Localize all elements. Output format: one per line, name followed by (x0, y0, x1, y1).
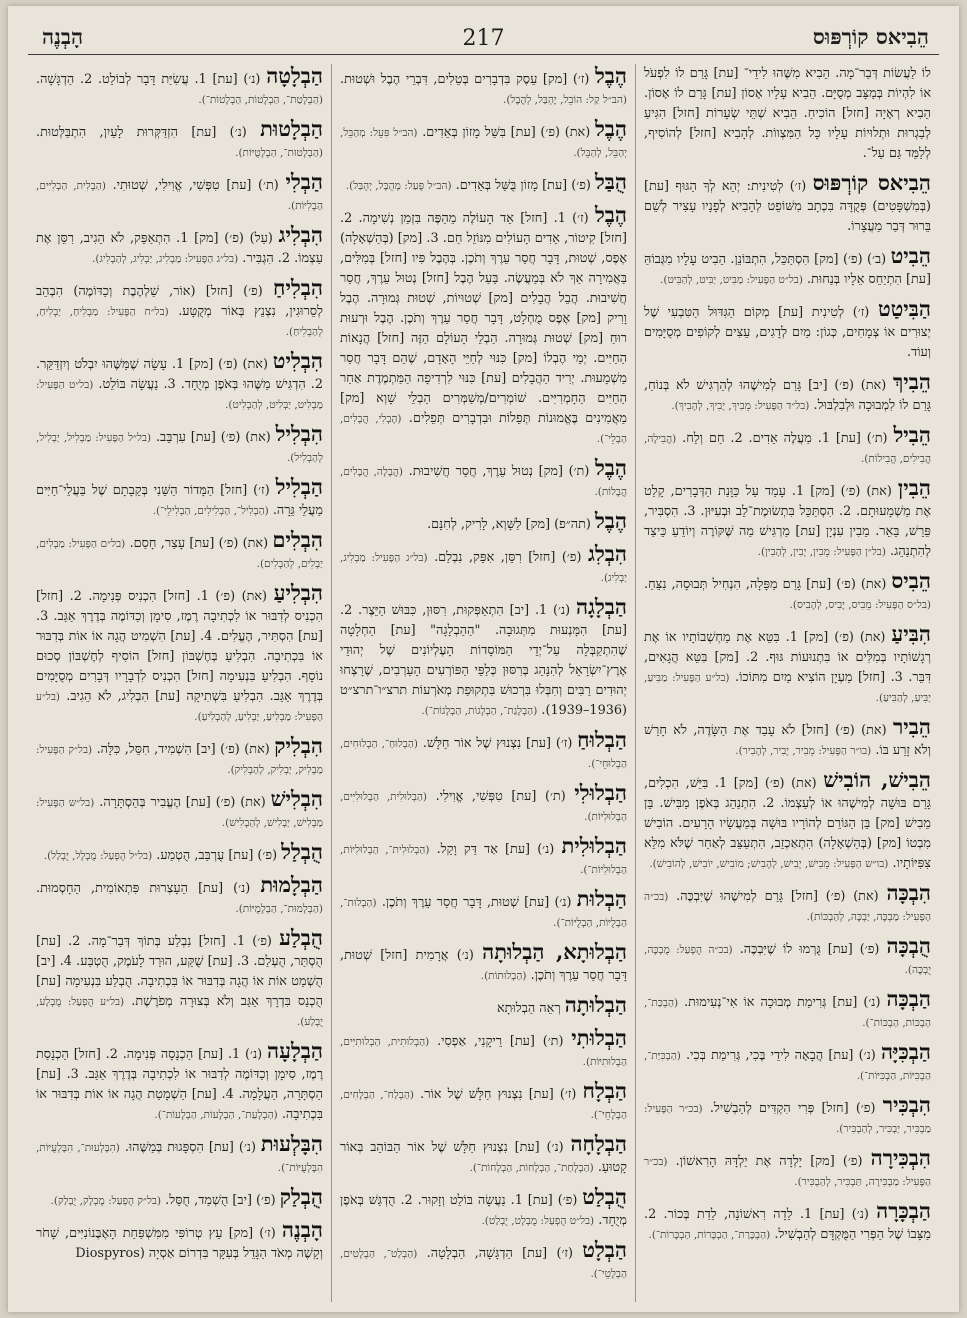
dictionary-entry (340, 203, 627, 449)
entry-definition: (פ׳) [עת] עֻרְבַּב, הֻטְמַע. (156, 848, 278, 863)
entry-inflections: (בו״ר הַפָּעִיל: מֵבִיר, יָבִיר, לְהָבִיר). (735, 745, 872, 757)
entry-inflections: (הֲבִילָה, הֲבִילִים, הֲבִילוֹת). (644, 433, 931, 465)
entry-headword: הַבְלָגָה (575, 594, 627, 619)
entry-inflections: (בל״ש הַפָּעִיל: מַבְלִישׁ, יַבְלִישׁ, לְהַבְלִישׁ). (36, 797, 323, 829)
dictionary-entry (644, 1146, 931, 1192)
entry-headword: הֻבְלַק (279, 1184, 323, 1209)
entry-headword: הֵבִין (897, 475, 931, 500)
dictionary-entry (340, 993, 627, 1019)
entry-inflections: (בל״ד הַפָּעִיל: מֵבִיךְ, יָבִיךְ, לְהָבִיךְ). (671, 400, 810, 412)
entry-definition: (פ׳) [חזל] רִסֵּן, אִפֵּק, נִבְלַם. (434, 550, 582, 565)
entry-inflections: (בל״ן הַפָּעִיל: מֵבִין, יָבִין, לְהָבִין). (757, 546, 886, 558)
dictionary-entry (36, 926, 323, 1032)
dictionary-entry (36, 1185, 323, 1211)
dictionary-entry (644, 987, 931, 1033)
entry-definition: (עַל) (פ׳) [מק] 1. הִתְאַפֵּק, לֹא הֵגִיב, רִסֵּן אֶת עַצְמוֹ. 2. הִגְבִּיר. (36, 231, 323, 266)
entry-definition: (פ׳) [עת] 1. נַעֲשָׂה בּוֹלֵט וְזָקוּר. 2. הֻדְגַּשׁ בְּאֹפֶן מְיֻחָד. (340, 1193, 627, 1228)
dictionary-entry (644, 1199, 931, 1245)
entry-headword: הַבְלוּת (576, 886, 627, 911)
entry-headword: הֵבִיךְ (892, 369, 931, 394)
dictionary-entry (340, 170, 627, 196)
entry-inflections: (בל״ע הֻפְעַל: מֻבְלָע, יֻבְלַע). (36, 996, 323, 1028)
page-header (28, 20, 939, 55)
entry-definition: (את) (פ׳) [מק] 1. בִּטֵּא אֶת מַחְשְׁבוֹתָיו אוֹ אֶת רְגָשׁוֹתָיו בְּמִלִּים אוֹ בִּתְנוּעוֹת גּוּף. 2. [מק] בִּטֵּא הֲגָאִים, דִּבֵּר. 3. [חזל] מַעְיָן הוֹצִיא מַיִם מִתּוֹכוֹ. (644, 630, 931, 685)
dictionary-entry (644, 476, 931, 562)
entry-inflections: (בל״ט הַפָּעִיל: מַבִּיט, יַבִּיט, לְהַבִּיט). (660, 274, 803, 286)
entry-inflections: (בל״ס הַפָּעִיל: מֵבִיס, יָבִיס, לְהָבִיס). (789, 599, 931, 611)
entry-definition: (את) (פ׳) 1. [חזל] הִכְנִיס פְּנִימָה. 2. [חזל] הִכְנִיס לְדִבּוּר אוֹ לִכְתִיבָה רֶמֶז, סִימָן וְכַדּוֹמֶה בְּדֶרֶךְ אַגַּב. 3. [עת] הִסְתִּיר, הֶעֱלִים. 4. [עת] הִשְׁמִיט הֲגָה אוֹ אוֹת בְּדִבּוּר אוֹ בִּכְתִיבָה. הִבְלִיעַ בְּחֶשְׁבּוֹן [חזל] הוֹסִיף לְחֶשְׁבּוֹן סְכוּם נוֹסָף. הִבְלִיעַ בִּנְעִימָה [חזל] הִכְנִיס לִדְבָרָיו דְּבָרִים מְסֻיָּמִים בְּדֶרֶךְ אַגַּב. הִבְלִיעַ בִּשְׁתִיקָה [עת] הִבְלִיג, לֹא הֵגִיב. (36, 589, 324, 704)
dictionary-entry (340, 940, 627, 986)
entry-headword: הִבְכָּה (886, 880, 932, 905)
column-middle (331, 64, 635, 1302)
entry-inflections: (הַבְכָּרַת־, הַבְכָּרוֹת, הַבְכָּרוֹת־). (648, 1229, 771, 1241)
entry-definition: (את) (פ׳) [יב] גָּרַם לְמִישֶׁהוּ לְהַרְגִּישׁ לֹא בְּנוֹחַ, גָּרַם לוֹ לִמְבוּכָה וּלְבִלְבּוּל. (644, 378, 931, 413)
dictionary-entry (340, 509, 627, 535)
entry-definition: (את) (פ׳) [עת] גָּרַם מַפָּלָה, הִנְחִיל תְּבוּסָה, נִצֵּחַ. (644, 577, 887, 592)
entry-inflections: (הַבְלוּלִית, הַבְלוּלִיִּים, הַבְלוּלִיּוֹת). (340, 791, 627, 823)
entry-definition: (ת׳) [עת] רֵיקָנִי, אַפְסִי. (437, 1034, 564, 1049)
dictionary-entry (644, 715, 931, 761)
dictionary-entry (340, 728, 627, 774)
entry-inflections: (בל״ל הֻפְעַל: מֻבְלָל, יֻבְלַל). (43, 850, 153, 862)
entry-headword: הַבְלָטָה (266, 64, 323, 88)
entry-definition: (את) (פ׳) [עת] בִּשֵּׁל מָזוֹן בְּאֵדִים. (422, 125, 591, 140)
dictionary-entry (340, 1026, 627, 1072)
entry-definition: (את) (פ׳) [חזל] לֹא עָבַד אֶת הַשָּׂדֶה, לֹא חָרַשׁ וְלֹא זָרַע בּוֹ. (644, 723, 931, 758)
dictionary-entry (36, 349, 323, 415)
entry-definition: (את) (פ׳) [מק] 1. בִּיֵּשׁ, הִכְלִים, גָּרַם בּוּשָׁה לְמִישֶׁהוּ אוֹ לְעַצְמוֹ. 2. הִתְנַהֵג בְּאֹפֶן מַבִּישׁ. בֵּן מֵבִישׁ [מק] בֵּן הַגּוֹרֵם לְהוֹרָיו בּוּשָׁה בְּמַעֲשָׂיו הָרָעִים. הוֹבִישׁ מִבְטוֹ [מק] (בְּהַשְׁאָלָה) הִתְאַכְזֵב, הִתְעַצֵּב לְאַחַר שֶׁלֹּא מִלֵּא צִפִּיּוֹתָיו. (644, 776, 931, 871)
entry-definition: לוֹ לַעֲשׂוֹת דְּבַר־מָה. הֵבִיא מִשֶּׁהוּ לִידֵי־ [עת] גָּרַם לוֹ לִפְעֹל אוֹ לִהְיוֹת בְּמַצָּב מְסֻיָּם. הֵבִיא עָלָיו אָסוֹן [עת] גָּרַם לוֹ אָסוֹן. הֵבִיא רְאָיָה [חזל] הוֹכִיחַ. הֵבִיא שְׁתֵּי שְׂעָרוֹת [חזל] הִגִּיעַ לְבַגְרוּת וּתְלוּיוֹת עָלָיו כָּל הַמִּצְווֹת. לְהָבִיא [חזל] לְהוֹסִיף, לְלַמֵּד גַּם עַל־. (644, 66, 931, 161)
entry-definition: (ז׳) [עת] נִצְנוּץ שֶׁל אוֹר חַלָּשׁ. (422, 736, 573, 751)
entry-headword: הַבְכָּה (886, 986, 931, 1011)
dictionary-entry (340, 1238, 627, 1284)
entry-inflections: (בל״ע הַפָּעִיל: מַבְלִיעַ, יַבְלִיעַ, לְהַבְלִיעַ). (36, 691, 323, 723)
entry-definition: (ת׳) [עת] טִפְּשִׁי, אֱוִילִי. (435, 789, 566, 804)
dictionary-entry (644, 768, 931, 874)
dictionary-entry (644, 171, 931, 237)
entry-definition: (פ׳) [עת] גֻּרְמוּ לוֹ שֶׁיִּבְכֶּה. (739, 942, 880, 957)
entry-definition: (נ׳) 1. [עת] הַכְנָסָה פְּנִימָה. 2. [חזל] הַכְנָסַת רֶמֶז, סִימָן וְכַדּוֹמֶה לְדִבּוּר אוֹ לִכְתִיבָה בְּדֶרֶךְ אַגַּב. 3. [עת] הַסְתָּרָה, הַעֲלָמָה. 4. [עת] הַשְׁמָטַת הֲגָה אוֹ אוֹת בְּדִבּוּר אוֹ בִּכְתִיבָה. (36, 1047, 324, 1122)
entry-headword: הֻבְלַט (582, 1184, 628, 1209)
dictionary-entry (644, 64, 931, 164)
entry-definition: (פ׳) [יב] הֻשְׁמַד, חֻסַּל. (165, 1193, 276, 1208)
entry-inflections: (הַבְלִיל־, הַבְלִילִים, הַבְלִילֵי־). (152, 505, 269, 517)
column-right (635, 64, 939, 1302)
dictionary-entry (340, 595, 627, 721)
entry-inflections: (הֶבְלִי, הֲבָלִים, הַבְלֵי־). (340, 413, 627, 445)
dictionary-entry (36, 873, 323, 919)
entry-headword: הֻבְלַל (281, 839, 323, 864)
entry-headword: הַבְלָח (582, 1078, 627, 1103)
entry-definition: (ז׳) [חזל] הַמָּדוֹר הַשֵּׁנִי בְּקֵבָתָם שֶׁל בַּעֲלֵי־חַיִּים מַעֲלֵי גֵּרָה. (36, 483, 323, 518)
entry-definition: (ב׳) (פ׳) [מק] הִסְתַּכֵּל, הִתְבּוֹנֵן. הֵבִיט עָלָיו מִגְּבוֹהַּ [עת] הִתְיַחֵס אֵלָיו בְּנַחוּת. (644, 252, 931, 287)
entry-inflections: (בל״ק הֻפְעַל: מֻבְלָק, יֻבְלַק). (50, 1195, 162, 1207)
page-number: 217 (462, 26, 505, 51)
dictionary-entry (340, 542, 627, 588)
entry-headword: הַבְלָטוּת (260, 116, 323, 141)
dictionary-entry (644, 423, 931, 469)
entry-headword: הֵבִיר (892, 714, 931, 739)
entry-inflections: (בכ״ר הַפָּעִיל: מַבְכִּיר, יַבְכִּיר, לְהַבְכִּיר). (644, 1103, 931, 1135)
entry-definition: (נ׳) [עת] הִסְפָּגוּת בְּמַשֶּׁהוּ. (124, 1140, 256, 1155)
dictionary-entry (36, 117, 323, 163)
entry-inflections: (הִבָּלְעוּת־, הִבָּלְעֻיּוֹת, הִבָּלְעֻיּוֹת־). (36, 1142, 323, 1174)
entry-definition: (פ׳) [מק] יָלְדָה אֶת יַלְדָּהּ הָרִאשׁוֹן. (675, 1154, 863, 1169)
entry-headword: הִבְלִיחַ (273, 275, 323, 300)
dictionary-entry (36, 1132, 323, 1178)
entry-definition: (נ׳) [עת] הִזְדַּקְּרוּת לָעַיִן, הִתְבַּלְּטוּת. (36, 125, 247, 140)
entry-headword: הַבְלָט (582, 1237, 627, 1262)
entry-inflections: (בל״ט הַפָּעִיל: מַבְלִיט, יַבְלִיט, לְהַבְלִיט). (36, 379, 323, 411)
entry-headword: הִבָּלְעוּת (260, 1131, 323, 1156)
dictionary-entry (36, 170, 323, 216)
entry-definition: (נ׳) [עת] אַד דַּק וָקַל. (436, 842, 555, 857)
entry-inflections: (הַבְלָחַת־, הַבְלָחוֹת, הַבְלָחוֹת־). (469, 1162, 594, 1174)
entry-headword: הַבְלָחָה (570, 1131, 627, 1156)
entry-inflections: (הַבְלַח־, הַבְלָחִים, הַבְלָחֵי־). (340, 1089, 627, 1121)
entry-definition: (נ׳) [עת] שְׁטוּת, דָּבָר חֲסַר עֵרֶךְ וְתֹכֶן. (381, 895, 572, 910)
column-left (28, 64, 331, 1302)
dictionary-entry (340, 1079, 627, 1125)
dictionary-entry (644, 622, 931, 708)
entry-definition: (נ׳) [עת] נִצְנוּץ חַלָּשׁ שֶׁל אוֹר הַבּוֹהֵב בְּאוֹר קָטוּעַ. (340, 1140, 627, 1175)
dictionary-entry (644, 934, 931, 980)
entry-definition: (את) (פ׳) [חזל] גָּרַם לְמִישֶׁהוּ שֶׁיִּבְכֶּה. (676, 889, 879, 904)
entry-inflections: (בל״ט הֻפְעַל: מֻבְלָט, יֻבְלַט). (481, 1215, 595, 1227)
entry-inflections: (הב״ל קַל: הוֹבֵל, יֶהְבַּל, לְהֶבֶל). (502, 94, 627, 106)
entry-inflections: (הַבְלָמוּת־, הַבְלָמֻיּוֹת). (235, 903, 323, 915)
entry-headword: הַבְלוּלִי (574, 780, 627, 805)
entry-headword: הַבִּיטַט (877, 296, 932, 321)
dictionary-entry (36, 422, 323, 468)
entry-definition: (נ׳) [עת] הֲבָאָה לִידֵי בֶּכִי, גְּרִימַת בְּכִי. (686, 1048, 876, 1063)
entry-headword: הַבְלִיל (275, 474, 323, 499)
entry-definition: (נ׳) [עת] 1. עֲשִׂיַּת דָּבָר לְבוֹלֵט. 2. הַדְגָּשָׁה. (36, 72, 261, 87)
entry-inflections: (הַבְלוּתִית, הַבְלוּתִיִּים, הַבְלוּתִיּוֹת). (340, 1036, 627, 1068)
entry-inflections: (הַבְלַט־, הַבְלָטִים, הַבְלָטֵי־). (340, 1248, 627, 1280)
entry-inflections: (בל״ם הַפָּעִיל: מַבְלִים, יַבְלִים, לְהַבְלִים). (36, 538, 323, 570)
entry-headword: הַבְלָמוּת (260, 872, 323, 897)
dictionary-entry (644, 244, 931, 290)
dictionary-entry (644, 1093, 931, 1139)
entry-definition: (את) (פ׳) [עת] הֶעֱבִיר בְּהַסְתָּרָה. (99, 795, 266, 810)
entry-headword: הִבְלִיג (278, 222, 324, 247)
entry-definition: (את) (פ׳) [מק] 1. עָמַד עַל כַּוָּנַת הַדְּבָרִים, קָלַט אֶת מַשְׁמָעוּתָם. 2. הִסְתַּכֵּל בִּתְשׂוּמֶת־לֵב וּבְעִיּוּן. 3. הִסְבִּיר, פֵּרֵשׁ, בֵּאֵר. מֵבִין עִנְיָן [עת] מַרְגִּישׁ מַה שֶּׁקּוֹרֶה וְיוֹדֵעַ כֵּיצַד לְהִתְנַהֵג. (644, 484, 931, 559)
entry-headword: הִבְלִיעַ (273, 580, 323, 605)
dictionary-entry (644, 569, 931, 615)
left-guide-word: הָבְנֶה (42, 24, 84, 49)
entry-definition: (ז׳) [עת] הַדְגָּשָׁה, הַבְלָטָה. (426, 1246, 573, 1261)
entry-headword: הִבִּיעַ (891, 621, 931, 646)
dictionary-entry (36, 276, 323, 342)
entry-definition: (פ׳) 1. [חזל] נִבְלַע בְּתוֹךְ דְּבַר־מָה. 2. [עת] הֻסְתַּר, הֻעְלַם. 3. [עת] שֻׁקַּע, הוּרַד לָעֹמֶק, הֻטְבַּע. 4. [יב] הֻשְׁמַט אוֹת אוֹ הֲגָה בְּדִבּוּר אוֹ בִּכְתִיבָה. הֻבְלַע בִּנְעִימָה [עת] הֻכְנַס בִּדְרָךְ אַגַּב וְלֹא בְּצוּרָה מְפֹרֶשֶׁת. (36, 934, 323, 1009)
entry-inflections: (הַבְלוּלִית־, הַבְלוּלִיּוֹת, הַבְלוּלִיּוֹת־). (340, 844, 627, 876)
entry-headword: הֻבַּל (594, 169, 627, 194)
entry-headword: הִבְלִיק (274, 733, 324, 758)
entry-definition: רְאֵה הַבְלוּתָא (496, 1001, 561, 1016)
dictionary-entry (340, 781, 627, 827)
entry-inflections: (בל״ח הַפָּעִיל: מַבְלִיחַ, יַבְלִיחַ, לְהַבְלִיחַ). (36, 306, 323, 338)
entry-inflections: (בכ״ה הֻפְעַל: מֻבְכֶּה, יֻבְכֶּה). (644, 944, 931, 976)
dictionary-page (8, 6, 959, 1312)
entry-definition: (את) (פ׳) [מק] 1. עָשָׂה שֶׁמַּשֶּׁהוּ יִבְלֹט וְיִזְדַּקֵּר. 2. הִדְגִּישׁ מַשֶּׁהוּ בְּאֹפֶן מְיֻחָד. 3. נַעֲשָׂה בּוֹלֵט. (36, 357, 323, 392)
entry-headword: הַבְלוּתִי (571, 1025, 627, 1050)
entry-inflections: (הַבְלָגַת־, הַבְלָגוֹת, הַבְלָגוֹת־). (421, 705, 538, 717)
entry-definition: (נ׳) [עת] גְּרִימַת מְבוּכָה אוֹ אִי־נְעִימוּת. (684, 995, 881, 1010)
entry-headword: הֶבֶל (594, 116, 627, 141)
dictionary-columns (28, 64, 939, 1302)
entry-definition: (את) (פ׳) [עת] עָצַר, חָסַם. (129, 536, 269, 551)
entry-definition: (פ׳) [חזל] פְּרִי הִקְדִּים לְהַבְשִׁיל. (709, 1101, 876, 1116)
entry-definition: (פ׳) [עת] מָזוֹן בֻּשַּׁל בְּאֵדִים. (455, 178, 591, 193)
entry-inflections: (הַבְלָטוּת־, הַבְלָטֻיּוֹת). (235, 147, 323, 159)
entry-headword: הֵבִיל (893, 422, 931, 447)
entry-headword: הַבְלוּתָה (564, 992, 627, 1017)
entry-inflections: (הַבְלָעַת־, הַבְלָעוֹת, הַבְלָעוֹת־). (154, 1109, 278, 1121)
entry-inflections: (הב״ל פִּעֵל: מְהַבֵּל, יְהַבֵּל, לְהַבֵּל). (340, 127, 627, 159)
entry-definition: (נ׳) 1. [יב] הִתְאַפְּקוּת, רִסּוּן, כִּבּוּשׁ הַיֵּצֶר. 2. [עת] הִמָּנְעוּת מִתְּגוּבָה. "הַהַבְלָגָה" [עת] הַחְלָטָה שֶׁהִתְקַבְּלָה עַל־יְדֵי הַמּוֹסָדוֹת הָעֶלְיוֹנִים שֶׁל יְהוּדֵי אֶרֶץ־יִשְׂרָאֵל לְהִנָּהֵג בְּרִסּוּן כְּלַפֵּי הַפּוֹרְעִים הָעַרְבִים, שֶׁרָצְחוּ יְהוּדִים רַבִּים וְחִבְּלוּ בִּרְכוּשׁ בִּתְקוּפַת מְאֹרְעוֹת תרצ״ו־תרצ״ט (1936–1939). (340, 603, 627, 718)
entry-inflections: (בל״ג הַפָּעִיל: מַבְלִיג, יַבְלִיג). (340, 552, 627, 584)
entry-inflections: (בל״ג הַפָּעִיל: מַבְלִיג, יַבְלִיג, לְהַבְלִיג). (92, 253, 239, 265)
entry-inflections: (הֲבָלָה, הֲבָלִים, הֲבָלוֹת). (340, 466, 627, 498)
entry-headword: הָבְנֶה (281, 1217, 323, 1242)
dictionary-entry (340, 64, 627, 110)
dictionary-entry (340, 456, 627, 502)
entry-headword: הֶבֶל (594, 64, 627, 88)
dictionary-entry (340, 834, 627, 880)
dictionary-entry (36, 528, 323, 574)
entry-definition: (את) (פ׳) [עת] עִרְבֵּב. (155, 430, 271, 445)
entry-headword: הַבְלוּתָא, הַבְלוּתָה (482, 939, 627, 964)
entry-inflections: (הַבְכִּיַּת־, הַבְכִּיּוֹת, הַבְכִּיּוֹת־). (644, 1050, 931, 1082)
entry-inflections: (בכ״ר הַפָּעִיל: מַבְכִּירָה, תַּבְכִּיר, לְהַבְכִּיר). (644, 1156, 931, 1188)
entry-definition: (ת׳) [מק] נְטוּל עֵרֶךְ, חֲסַר חֲשִׁיבוּת. (408, 464, 590, 479)
entry-definition: (תה״פ) [מק] לַשָּׁוְא, לָרִיק, לְחִנָּם. (427, 517, 591, 532)
entry-headword: הֵבִיט (890, 243, 931, 268)
dictionary-entry (36, 475, 323, 521)
entry-definition: (ת׳) [עת] טִפְּשִׁי, אֱוִילִי, שְׁטוּתִי. (112, 178, 279, 193)
dictionary-entry (36, 64, 323, 110)
entry-inflections: (בל״ע הַפָּעִיל: מַבִּיעַ, יַבִּיעַ, לְהַבִּיעַ). (644, 672, 931, 704)
entry-headword: הַבְלִי (285, 169, 323, 194)
entry-definition: (פ׳) [חזל] (אוֹר, שַׁלְהֶבֶת וְכַדּוֹמֶה) הִבְהֵב לְסֵרוּגִין, נִצְנֵץ בְּאוֹר מְקֻטָּע. (36, 284, 323, 319)
dictionary-entry (340, 1185, 627, 1231)
entry-inflections: (הַבְלוּחַ־, הַבְלוּחִים, הַבְלוּחֵי־). (340, 738, 627, 770)
dictionary-entry (36, 223, 323, 269)
dictionary-entry (36, 581, 323, 727)
entry-headword: הֶבֶל (594, 202, 627, 227)
entry-definition: (נ׳) אֲרָמִית [חזל] שְׁטוּת, דָּבָר חֲסַר עֵרֶךְ וְתֹכֶן. (340, 948, 627, 983)
entry-definition: (ז׳) [מק] עֵסֶק בִּדְבָרִים בְּטֵלִים, דִּבְרֵי הֶבֶל וּשְׁטוּת. (340, 72, 590, 87)
entry-headword: הֶבֶל (594, 455, 628, 480)
entry-headword: הִבְלִים (272, 527, 324, 552)
entry-headword: הִבְכִּיר (882, 1092, 931, 1117)
entry-inflections: (הַבְלָטַת־, הַבְלָטוֹת, הַבְלָטוֹת־). (198, 94, 323, 106)
right-guide-word: הֵבִיאס קוֹרְפּוּס (812, 24, 929, 49)
entry-definition: (ז׳) [מק] עֵץ טְרוֹפִּי מִמִּשְׁפַּחַת הָאֶבֶּנוֹנִיִּים, שָׁחֹר וְקָשֶׁה מְאֹד הַגָּדֵל בְּעִקָּר בִּדְרוֹם אַסְיָה (Diospyros (36, 1226, 323, 1261)
entry-definition: (ת׳) [עת] 1. מַעֲלֶה אֵדִים. 2. חַם וְלַח. (682, 431, 888, 446)
entry-headword: הִבְלִיט (272, 348, 323, 373)
dictionary-entry (644, 297, 931, 363)
dictionary-entry (340, 117, 627, 163)
entry-inflections: (בכ״ה הַפָּעִיל: מַבְכֶּה, יַבְכֶּה, לְהַבְכּוֹת). (644, 891, 931, 923)
entry-definition: (ז׳) לְטִינִית: יְהֵא לְךָ הַגּוּף [עת] (בְּמִשְׁפָּטִים) פְּקֻדָּה בִּכְתָב מִשּׁוֹפֵט לְהָבִיא לְפָנָיו עָצִיר לְשֵׁם בֵּרוּר דְּבַר מַעֲצָרוֹ. (644, 179, 931, 234)
dictionary-entry (340, 887, 627, 933)
entry-inflections: (בל״ק הַפָּעִיל: מַבְלִיק, יַבְלִיק, לְהַבְלִיק). (36, 744, 323, 776)
dictionary-entry (36, 787, 323, 833)
dictionary-entry (644, 1040, 931, 1086)
entry-definition: (ז׳) [עת] נִצְנוּץ חַלָּשׁ שֶׁל אוֹר. (420, 1087, 577, 1102)
entry-headword: הֻבְלַע (279, 925, 323, 950)
dictionary-entry (36, 840, 323, 866)
entry-definition: (ז׳) לְטִינִית [עת] מְקוֹם הַגִּדּוּל הַטִּבְעִי שֶׁל יְצוּרִים אוֹ צְמָחִים, כְּגוֹן: מַיִם לְדָגִים, עֵצִים לְקוֹפִים מְסֻיָּמִים וְעוֹד. (644, 305, 931, 360)
entry-headword: הֵבִישׁ, הוֹבִישׁ (823, 767, 931, 792)
entry-definition: (ז׳) 1. [חזל] אֵד הָעוֹלֶה מֵהַפֶּה בִּזְמַן נְשִׁימָה. 2. [חזל] קִיטוֹר, אֵדִים הָעוֹלִים מִנּוֹזֵל חַם. 3. [מק] (בְּהַשְׁאָלָה) אֶפֶס, שְׁטוּת, דָּבָר חֲסַר עֵרֶךְ וְתֹכֶן. בְּהֶבֶל פִּיו [חזל] בְּמִלִּים, בַּאֲמִירָה אַךְ לֹא בְּמַעֲשֶׂה. בַּעַל הֶבֶל [חזל] נְטוּל עֵרֶךְ, חֲסַר חֲשִׁיבוּת. הֲבֵל הֲבָלִים [מק] שְׁטוּיוֹת, שְׁטוּת גְּמוּרָה. הֶבֶל וָרִיק [מק] אֶפֶס מֻחְלָט, דָּבָר חֲסַר עֵרֶךְ וְתֹכֶן. הֶבֶל וּרְעוּת רוּחַ [מק] שְׁטוּת גְּמוּרָה. הַבְלֵי הָעוֹלָם הַזֶּה [חזל] הֲנָאוֹת הַחַיִּים. יְמֵי הֶבְלוֹ [מק] כִּנּוּי לְחַיֵּי הָאָדָם, שֶׁהֵם דָּבָר חֲסַר מַשְׁמָעוּת. יְרִיד הַהֲבָלִים [עת] כִּנּוּי לִרְדִיפָה הַמַּתְמֶדֶת אַחַר הַחַיִּים הַחָמְרִיִּים. שׁוֹמְרִים/מְשַׁמְּרִים הַבְלֵי שָׁוְא [מק] מַאֲמִינִים בֶּאֱמוּנוֹת תְּפֵלוֹת וּבִדְבָרִים תְּפֵלִים. (340, 211, 627, 426)
entry-headword: הֵבִיס (891, 568, 931, 593)
entry-headword: הִבְלִג (588, 541, 627, 566)
dictionary-entry (644, 370, 931, 416)
dictionary-entry (340, 1132, 627, 1178)
entry-inflections: (בו״ש הַפָּעִיל: מֵבִישׁ, יָבִישׁ, לְהָבִישׁ; מוֹבִישׁ, יוֹבִישׁ, לְהוֹבִישׁ). (649, 858, 889, 870)
entry-headword: הֶבֶל (594, 508, 627, 533)
entry-inflections: (בל״ל הַפָּעִיל: מַבְלִיל, יַבְלִיל, לְהַבְלִיל). (36, 432, 323, 464)
entry-inflections: (הַבְלוּתוֹת). (480, 970, 527, 982)
entry-headword: הַבְכִּיָּה (880, 1039, 931, 1064)
entry-inflections: (הב״ל פֻּעַל: מְהֻבָּל, יְהֻבַּל). (345, 180, 452, 192)
entry-headword: הַבְכָּרָה (876, 1198, 931, 1223)
entry-inflections: (הַבְכַּת־, הַבְכּוֹת, הַבְכּוֹת־). (644, 997, 931, 1029)
entry-definition: (נ׳) [עת] 1. לֵדָה רִאשׁוֹנָה, לֵדַת בְּכוֹר. 2. מַצָּבוֹ שֶׁל הַפְּרִי הַמֻּקְדָּם לְהַבְשִׁיל. (644, 1207, 931, 1242)
entry-headword: הִבְלִיל (275, 421, 324, 446)
entry-headword: הִבְלִישׁ (270, 786, 324, 811)
entry-headword: הַבְלוּלִית (561, 833, 627, 858)
entry-inflections: (הַבְלוּת־, הַבְלֻיּוֹת, הַבְלֻיּוֹת־). (340, 897, 627, 929)
dictionary-entry (644, 881, 931, 927)
entry-headword: הַבְלָעָה (267, 1038, 323, 1063)
entry-headword: הֻבְכָּה (886, 933, 932, 958)
entry-definition: (נ׳) [עת] הֵעָצְרוּת פִּתְאוֹמִית, הֵחָסְמוּת. (36, 881, 251, 896)
entry-inflections: (הַבְלִית, הַבְלִיִּים, הַבְלִיּוֹת). (36, 180, 323, 212)
dictionary-entry (36, 734, 323, 780)
entry-headword: הַבְלוּחַ (577, 727, 627, 752)
entry-headword: הִבְכִּירָה (870, 1145, 931, 1170)
entry-definition: (את) (פ׳) [יב] הִשְׁמִיד, חִסֵּל, כִּלָּה. (96, 742, 270, 757)
dictionary-entry (36, 1218, 323, 1264)
entry-headword: הֵבִיאס קוֹרְפּוּס (812, 170, 931, 195)
dictionary-entry (36, 1039, 323, 1125)
